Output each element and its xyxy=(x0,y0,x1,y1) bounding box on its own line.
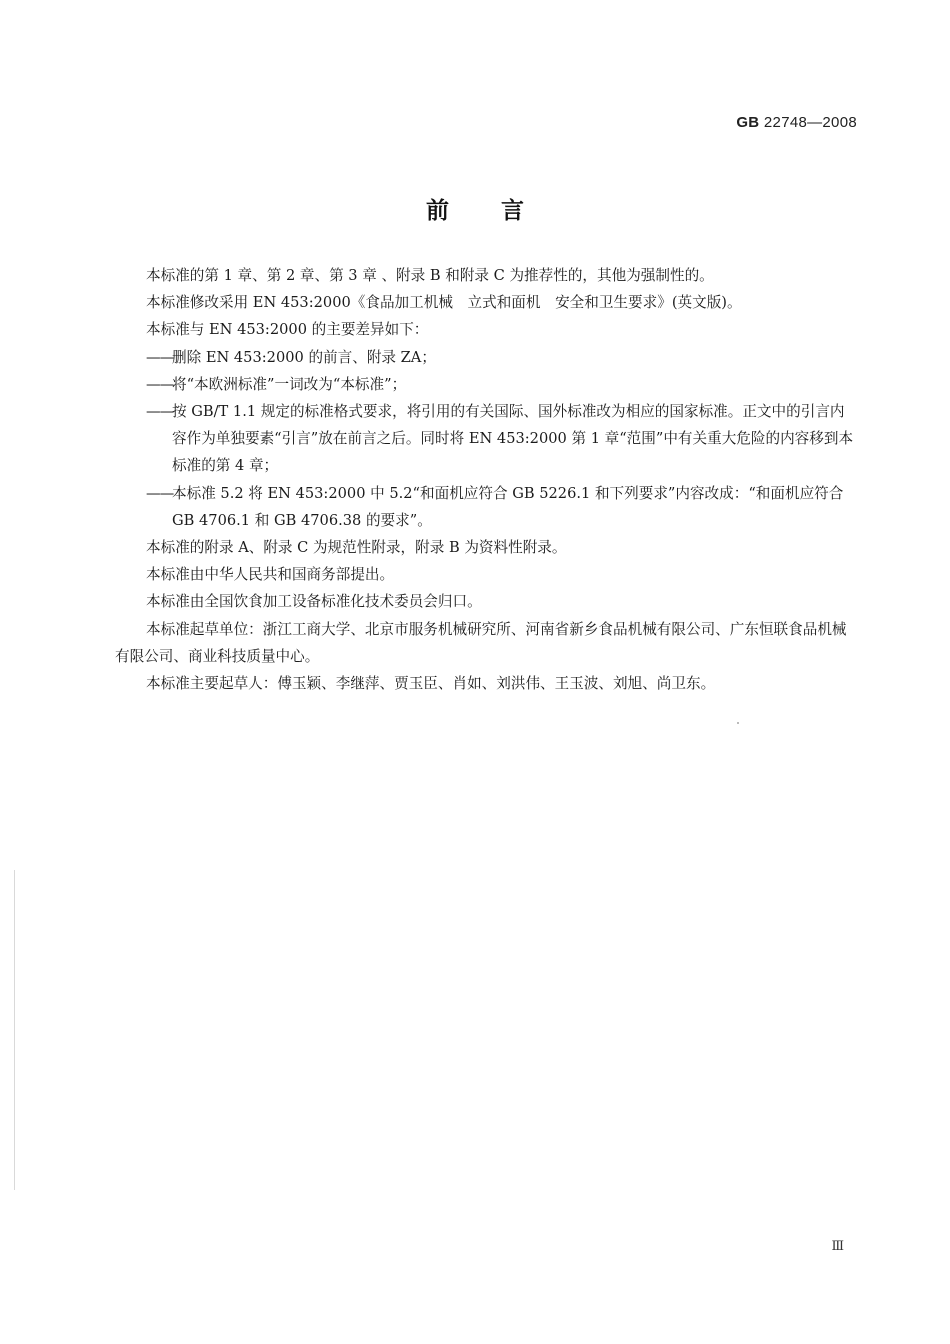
list-item-text: 删除 EN 453:2000 的前言、附录 ZA； xyxy=(172,348,436,366)
foreword-body xyxy=(115,262,857,697)
paragraph-drafters: 本标准主要起草人：傅玉颖、李继萍、贾玉臣、肖如、刘洪伟、王玉波、刘旭、尚卫东。 xyxy=(146,675,716,693)
page-number: Ⅲ xyxy=(831,1238,844,1253)
scan-edge-line xyxy=(14,870,15,1190)
list-dash: —— xyxy=(146,348,174,366)
list-dash: —— xyxy=(146,375,174,393)
list-item xyxy=(115,344,857,371)
list-dash: —— xyxy=(146,484,174,502)
paragraph-proposer: 本标准由中华人民共和国商务部提出。 xyxy=(146,566,395,584)
paragraph-differences-intro: 本标准与 EN 453:2000 的主要差异如下： xyxy=(146,321,429,339)
standard-code xyxy=(736,114,857,131)
paragraph-committee: 本标准由全国饮食加工设备标准化技术委员会归口。 xyxy=(146,593,482,611)
paragraph-adoption: 本标准修改采用 EN 453:2000《食品加工机械 立式和面机 安全和卫生要求》(英文版)。 xyxy=(146,294,742,312)
list-item-text: 本标准 5.2 将 EN 453:2000 中 5.2“和面机应符合 GB 5226.1 和下列要求”内容改成：“和面机应符合 GB 4706.1 和 GB 4706.38 的要求”。 xyxy=(172,484,844,529)
list-item xyxy=(115,371,857,398)
list-item xyxy=(115,480,857,534)
scan-speck xyxy=(737,722,739,724)
list-dash: —— xyxy=(146,403,174,421)
paragraph-drafting-units: 本标准起草单位：浙江工商大学、北京市服务机械研究所、河南省新乡食品机械有限公司、广东恒联食品机械有限公司、商业科技质量中心。 xyxy=(115,620,847,665)
list-item xyxy=(115,398,857,480)
paragraph-scope: 本标准的第 1 章、第 2 章、第 3 章 、附录 B 和附录 C 为推荐性的，其他为强制性的。 xyxy=(146,267,714,284)
list-item-text: 按 GB/T 1.1 规定的标准格式要求，将引用的有关国际、国外标准改为相应的国家标准。正文中的引言内容作为单独要素“引言”放在前言之后。同时将 EN 453:2000 第 1 章“范围”中有关重大危险的内容移到本标准的第 4 章； xyxy=(172,403,854,475)
standard-prefix: GB xyxy=(736,114,760,131)
page-title: 前言 xyxy=(426,198,576,224)
list-item-text: 将“本欧洲标准”一词改为“本标准”； xyxy=(172,375,407,393)
standard-number: 22748—2008 xyxy=(763,114,857,131)
paragraph-annexes: 本标准的附录 A、附录 C 为规范性附录，附录 B 为资料性附录。 xyxy=(146,539,567,557)
